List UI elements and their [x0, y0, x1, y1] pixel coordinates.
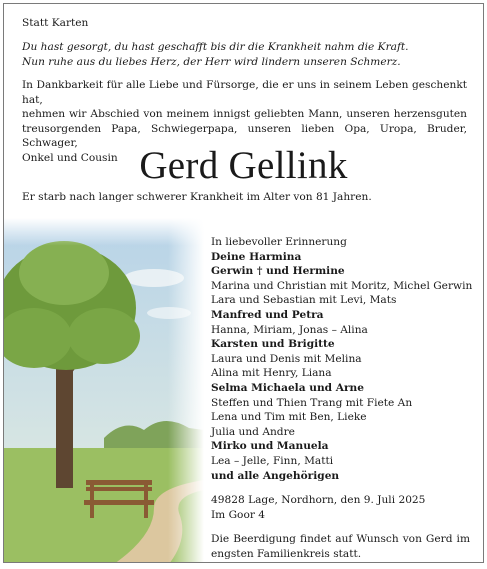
landscape-picture	[4, 218, 204, 563]
mourner-line: Laura und Denis mit Melina	[211, 352, 362, 365]
intro-line: treusorgenden Papa, Schwiegerpapa, unseren lieben Opa, Uropa, Bruder, Schwager,	[22, 122, 467, 150]
funeral-note	[211, 532, 470, 561]
address-street: Im Goor 4	[211, 508, 265, 521]
mourner-line: Steffen und Thien Trang mit Fiete An	[211, 396, 413, 409]
obituary-card	[3, 3, 484, 563]
mourner-line: In liebevoller Erinnerung	[211, 236, 347, 248]
address-block	[211, 493, 425, 522]
mourner-line: Mirko und Manuela	[211, 440, 329, 453]
mourner-line: Marina und Christian mit Moritz, Michel Gerwin	[211, 279, 473, 292]
tree-bench-illustration	[4, 218, 204, 563]
mourner-line: und alle Angehörigen	[211, 469, 340, 482]
picture-fade-top	[4, 218, 204, 563]
mourner-line: Lena und Tim mit Ben, Lieke	[211, 411, 367, 424]
mourner-line: Selma Michaela und Arne	[211, 381, 365, 394]
mourner-line: Lara und Sebastian mit Levi, Mats	[211, 294, 397, 307]
mourner-line: Karsten und Brigitte	[211, 338, 335, 351]
mourner-line: Julia und Andre	[211, 425, 295, 438]
death-note: Er starb nach langer schwerer Krankheit im Alter von 81 Jahren.	[22, 191, 372, 203]
mourners-list	[211, 235, 473, 483]
intro-line: In Dankbarkeit für alle Liebe und Fürsorge, die er uns in seinem Leben geschenkt hat,	[22, 79, 467, 106]
mourner-line: Gerwin † und Hermine	[211, 265, 345, 278]
mourner-line: Alina mit Henry, Liana	[211, 367, 332, 380]
mourner-line: Deine Harmina	[211, 250, 302, 263]
mourner-line: Manfred und Petra	[211, 308, 324, 321]
statt-karten-label: Statt Karten	[22, 17, 89, 29]
intro-line: Onkel und Cousin	[22, 151, 118, 164]
mourner-line: Hanna, Miriam, Jonas – Alina	[211, 323, 368, 336]
verse-line: Du hast gesorgt, du hast geschafft bis dir die Krankheit nahm die Kraft.	[22, 41, 409, 53]
memorial-verse	[22, 40, 474, 69]
deceased-name: Gerd Gellink	[139, 144, 348, 187]
address-city-date: 49828 Lage, Nordhorn, den 9. Juli 2025	[211, 494, 426, 506]
mourner-line: Lea – Jelle, Finn, Matti	[211, 454, 334, 467]
funeral-line: Die Beerdigung findet auf Wunsch von Gerd im	[211, 533, 470, 545]
intro-line: nehmen wir Abschied von meinem innigst geliebten Mann, unseren herzensguten	[22, 108, 467, 121]
funeral-line: engsten Familienkreis statt.	[211, 547, 362, 560]
verse-line: Nun ruhe aus du liebes Herz, der Herr wird lindern unseren Schmerz.	[22, 55, 401, 68]
